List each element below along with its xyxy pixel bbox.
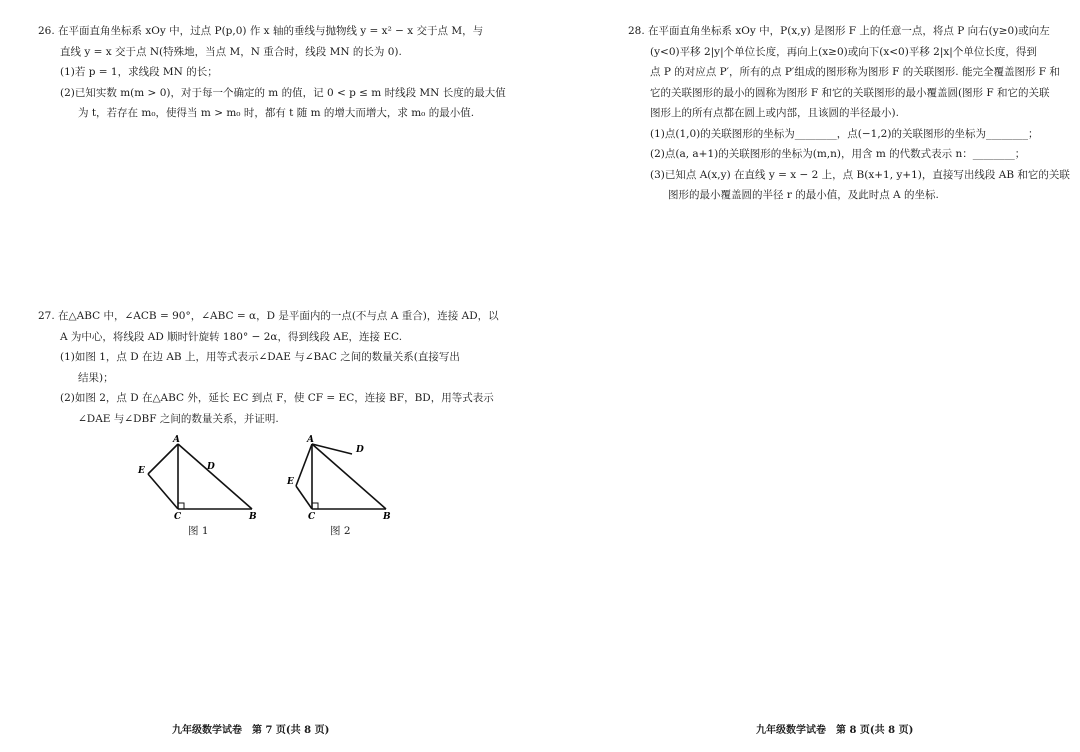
problem-26-part-2: (2)已知实数 m(m > 0)，对于每一个确定的 m 的值，记 0 < p ≤ m 时线段 MN 长度的最大值	[60, 86, 506, 99]
problem-28-part-1: (1)点(1,0)的关联图形的坐标为________，点(−1,2)的关联图形的坐标为________；	[650, 127, 1039, 140]
problem-26-line-1: 26. 在平面直角坐标系 xOy 中，过点 P(p,0) 作 x 轴的垂线与抛物线 y = x² − x 交于点 M，与	[38, 25, 484, 37]
problem-28-line-3: 点 P 的对应点 P′，所有的点 P′组成的图形称为图形 F 的关联图形. 能完全覆盖图形 F 和	[650, 66, 1060, 78]
fig1-segment-AB	[178, 444, 252, 509]
fig1-label-D: D	[207, 462, 215, 472]
problem-27-line-2: A 为中心，将线段 AD 顺时针旋转 180° − 2α，得到线段 AE，连接 EC.	[60, 330, 403, 343]
fig2-segment-EC	[296, 486, 312, 509]
problem-27-part-2: (2)如图 2，点 D 在△ABC 外，延长 EC 到点 F，使 CF = EC，连接 BF，BD，用等式表示	[60, 392, 494, 404]
figure-2-diagram	[282, 432, 402, 527]
fig1-label-C: C	[174, 512, 182, 522]
problem-26	[38, 21, 506, 124]
fig2-label-B: B	[383, 512, 391, 522]
fig2-label-A: A	[307, 435, 314, 445]
fig1-label-E: E	[138, 466, 145, 476]
problem-27-part-1-cont: 结果)；	[78, 371, 114, 384]
problem-27-line-1: 27. 在△ABC 中，∠ACB = 90°，∠ABC = α，D 是平面内的一点(不与点 A 重合)，连接 AD，以	[38, 310, 499, 322]
problem-26-part-1: (1)若 p = 1，求线段 MN 的长；	[60, 66, 218, 78]
problem-28-line-1: 28. 在平面直角坐标系 xOy 中，P(x,y) 是图形 F 上的任意一点，将点 P 向右(y≥0)或向左	[628, 25, 1050, 37]
fig2-label-D: D	[356, 445, 364, 455]
fig1-label-A: A	[173, 435, 180, 445]
fig1-label-B: B	[249, 512, 257, 522]
problem-28-part-3-cont: 图形的最小覆盖圆的半径 r 的最小值，及此时点 A 的坐标.	[668, 189, 939, 201]
problem-27	[38, 306, 498, 429]
fig2-segment-AE	[296, 444, 312, 486]
right-page	[540, 0, 1080, 752]
figure-1	[132, 432, 272, 527]
problem-28	[628, 21, 1068, 206]
fig1-right-angle-mark	[178, 503, 184, 509]
figure-1-diagram	[132, 432, 272, 527]
problem-27-part-1: (1)如图 1，点 D 在边 AB 上，用等式表示∠DAE 与∠BAC 之间的数量关系(直接写出	[60, 351, 460, 363]
problem-28-part-3: (3)已知点 A(x,y) 在直线 y = x − 2 上，点 B(x+1, y+1)，直接写出线段 AB 和它的关联	[650, 168, 1070, 181]
problem-28-line-2: (y<0)平移 2|y|个单位长度，再向上(x≥0)或向下(x<0)平移 2|x|个单位长度，得到	[650, 45, 1037, 58]
page-footer-left: 九年级数学试卷 第 7 页(共 8 页)	[172, 725, 330, 736]
figure-1-caption: 图 1	[188, 525, 209, 537]
fig1-segment-AE	[148, 444, 178, 474]
figure-2-caption: 图 2	[330, 525, 351, 537]
fig2-label-E: E	[287, 477, 294, 487]
figure-2	[282, 432, 402, 527]
problem-26-part-2-cont: 为 t，若存在 m₀，使得当 m > m₀ 时，都有 t 随 m 的增大而增大，求 m₀ 的最小值.	[78, 107, 475, 119]
fig1-segment-EC	[148, 474, 178, 509]
fig2-right-angle-mark	[312, 503, 318, 509]
page-footer-right: 九年级数学试卷 第 8 页(共 8 页)	[756, 725, 914, 736]
problem-28-line-5: 图形上的所有点都在圆上或内部，且该圆的半径最小).	[650, 107, 899, 119]
problem-28-part-2: (2)点(a, a+1)的关联图形的坐标为(m,n)，用含 m 的代数式表示 n：________；	[650, 148, 1026, 160]
fig2-label-C: C	[308, 512, 316, 522]
problem-26-line-2: 直线 y = x 交于点 N(特殊地，当点 M，N 重合时，线段 MN 的长为 0).	[60, 45, 402, 58]
problem-27-part-2-cont: ∠DAE 与∠DBF 之间的数量关系，并证明.	[78, 412, 279, 425]
problem-28-line-4: 它的关联图形的最小的圆称为图形 F 和它的关联图形的最小覆盖圆(图形 F 和它的关联	[650, 86, 1050, 99]
